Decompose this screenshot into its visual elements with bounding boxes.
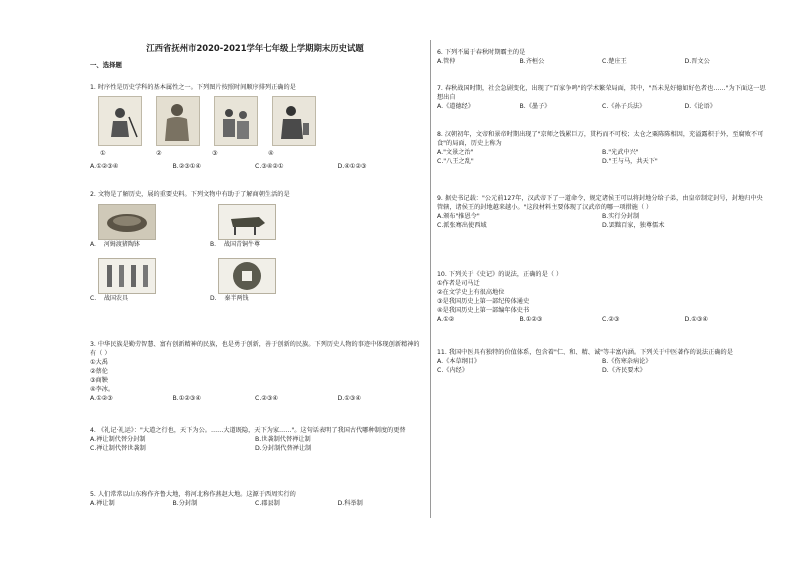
question-stem: 11. 我国中医具有独特的价值体系，包含着"仁、和、精、诚"等丰富内涵。下列关于中医著作的说法正确的是 xyxy=(437,349,733,356)
column-divider xyxy=(430,40,431,518)
q2-item-c[interactable] xyxy=(90,258,156,303)
question-11 xyxy=(437,348,767,375)
statement: ②蔡伦 xyxy=(90,368,108,375)
question-stem: 9. 据史书记载："公元前127年，汉武帝下了一道命令，规定诸侯王可以将封地分给子弟，由皇帝制定封号，封地归中央管辖，诸侯王的封地越来越小。"这段材料主要体现了汉武帝的哪一项措施（ ） xyxy=(437,195,763,211)
options xyxy=(90,162,420,171)
option-a[interactable]: A.禅让制代替分封制 xyxy=(90,436,146,443)
option-b[interactable]: B.齐桓公 xyxy=(519,58,545,65)
statement: ①作者是司马迁 xyxy=(437,280,480,287)
option-d[interactable]: D."王与马，共天下" xyxy=(602,158,658,165)
option-c[interactable]: C.禅让制代替世袭制 xyxy=(90,445,146,452)
options xyxy=(437,148,767,166)
option-a[interactable]: A."文景之治" xyxy=(437,149,474,156)
section-heading: 一、选择题 xyxy=(90,61,122,69)
question-stem: 1. 时序性是历史学科的基本属性之一。下列图片按照时间顺序排列正确的是 xyxy=(90,84,296,91)
question-stem: 5. 人们常常以山东称作齐鲁大地，将河北称作燕赵大地。这源于西周实行的 xyxy=(90,491,296,498)
option-letter: C. xyxy=(90,295,97,302)
options xyxy=(437,57,767,66)
option-d[interactable]: D.晋文公 xyxy=(684,58,710,65)
option-c[interactable]: C.②③④ xyxy=(255,395,278,402)
option-a[interactable]: A.①②③ xyxy=(90,395,113,402)
option-b[interactable]: B.世袭制代替禅让制 xyxy=(255,436,311,443)
question-stem: 7. 春秋战国时期，社会急剧变化，出现了"百家争鸣"的学术繁荣局面，其中，"吾未见好德如好色者也……"为下面这一思想出自 xyxy=(437,85,766,101)
option-c[interactable]: C.楚庄王 xyxy=(602,58,627,65)
option-letter: D. xyxy=(210,295,217,302)
option-d[interactable]: D.《论语》 xyxy=(684,103,716,110)
question-4 xyxy=(90,426,420,453)
options xyxy=(90,499,420,508)
option-c[interactable]: C.③④②① xyxy=(255,163,284,170)
option-letter: A. xyxy=(90,241,96,248)
options xyxy=(90,394,420,403)
options xyxy=(437,102,767,111)
option-d[interactable]: D.①③④ xyxy=(337,395,361,402)
image-num: ③ xyxy=(212,150,218,157)
option-caption: 战国青铜牛尊 xyxy=(223,241,260,248)
question-6 xyxy=(437,48,767,66)
option-c[interactable]: C.②③ xyxy=(602,316,620,323)
figure-huangdi-icon xyxy=(214,96,258,146)
option-a[interactable]: A.《道德经》 xyxy=(437,103,475,110)
option-c[interactable]: C."八王之乱" xyxy=(437,158,474,165)
option-caption: 秦半两钱 xyxy=(224,295,249,302)
option-a[interactable]: A.①②③④ xyxy=(90,163,119,170)
question-2 xyxy=(90,190,420,199)
q2-item-a[interactable] xyxy=(90,204,156,249)
question-1 xyxy=(90,83,420,171)
option-caption: 战国农具 xyxy=(104,295,129,302)
option-b[interactable]: B.②③①④ xyxy=(172,163,201,170)
statement: ③是我国历史上第一部纪传体通史 xyxy=(437,298,530,305)
option-b[interactable]: B.实行分封制 xyxy=(602,213,640,220)
option-d[interactable]: D.①③④ xyxy=(684,316,708,323)
option-b[interactable]: B."光武中兴" xyxy=(602,149,639,156)
option-d[interactable]: D.④①②③ xyxy=(337,163,367,170)
option-d[interactable]: D.分封制代替禅让制 xyxy=(255,445,312,452)
question-stem: 3. 中华民族是勤劳智慧、富有创新精神的民族，也是勇于创新，善于创新的民族。下列历史人物的事迹中体现创新精神的有（ ） xyxy=(90,341,420,357)
question-stem: 10. 下列关于《史记》的说法，正确的是（ ） xyxy=(437,271,563,278)
figure-scene-icon xyxy=(272,96,316,146)
q1-image-row xyxy=(98,96,420,146)
option-a[interactable]: A.管仲 xyxy=(437,58,456,65)
question-stem: 6. 下列不属于春秋时期霸主的是 xyxy=(437,49,526,56)
option-caption: 河姆渡猪陶钵 xyxy=(103,241,140,248)
statement: ④是我国历史上第一部编年体史书 xyxy=(437,307,530,314)
options xyxy=(437,212,767,230)
options xyxy=(437,315,767,324)
options xyxy=(437,357,767,375)
image-num: ① xyxy=(100,150,106,157)
farm-tools-icon xyxy=(98,258,156,294)
options xyxy=(90,435,420,453)
left-column xyxy=(90,43,420,507)
question-5 xyxy=(90,490,420,508)
question-stem: 4. 《礼记·礼运》："大道之行也，天下为公。……大道既隐，天下为家……"。这句话表明了我国古代哪种制度的更替 xyxy=(90,427,406,434)
image-num: ② xyxy=(156,150,162,157)
option-a[interactable]: A.《本草纲目》 xyxy=(437,358,481,365)
option-d[interactable]: D.罢黜百家，独尊儒术 xyxy=(602,222,665,229)
coin-icon xyxy=(218,258,276,294)
statement: ④李冰。 xyxy=(90,386,115,393)
figure-yu-flood-icon xyxy=(98,96,142,146)
option-a[interactable]: A.颁布"推恩令" xyxy=(437,213,480,220)
question-stem: 8. 汉朝初年，文帝和景帝时期出现了"京师之钱累巨万，贯朽而不可校；太仓之粟陈陈相因，充溢露积于外，至腐败不可食"的局面，历史上称为 xyxy=(437,131,764,147)
question-stem: 2. 文物是了解历史，展的重要史料。下列文物中有助于了解商朝生活的是 xyxy=(90,191,290,198)
option-c[interactable]: C.《孙子兵法》 xyxy=(602,103,646,110)
image-number-row xyxy=(100,149,300,158)
option-c[interactable]: C.派张骞出使西域 xyxy=(437,222,487,229)
option-b[interactable]: B.①②③ xyxy=(519,316,543,323)
option-d[interactable]: D.《齐民要术》 xyxy=(602,367,646,374)
statement: ③商鞅 xyxy=(90,377,108,384)
question-10 xyxy=(437,270,767,324)
option-letter: B. xyxy=(210,241,217,248)
question-8 xyxy=(437,130,767,166)
bronze-ox-icon xyxy=(218,204,276,240)
option-b[interactable]: B.《伤寒杂病论》 xyxy=(602,358,652,365)
option-a[interactable]: A.①② xyxy=(437,316,455,323)
image-num: ④ xyxy=(268,150,274,157)
q2-item-b[interactable] xyxy=(210,204,276,249)
option-c[interactable]: C.《内经》 xyxy=(437,367,469,374)
pig-bowl-icon xyxy=(98,204,156,240)
option-d[interactable]: D.科举制 xyxy=(337,500,363,507)
option-c[interactable]: C.郡县制 xyxy=(255,500,280,507)
figure-shennong-icon xyxy=(156,96,200,146)
option-a[interactable]: A.禅让制 xyxy=(90,500,115,507)
option-b[interactable]: B.①②③④ xyxy=(172,395,201,402)
option-b[interactable]: B.《墨子》 xyxy=(519,103,551,110)
exam-title: 江西省抚州市2020-2021学年七年级上学期期末历史试题 xyxy=(146,43,364,53)
question-7 xyxy=(437,84,767,111)
statement: ①大禹 xyxy=(90,359,108,366)
question-9 xyxy=(437,194,767,230)
question-3 xyxy=(90,340,420,403)
option-b[interactable]: B.分封制 xyxy=(172,500,198,507)
q2-item-d[interactable] xyxy=(210,258,276,303)
statement: ②在文学史上有很高地位 xyxy=(437,289,505,296)
